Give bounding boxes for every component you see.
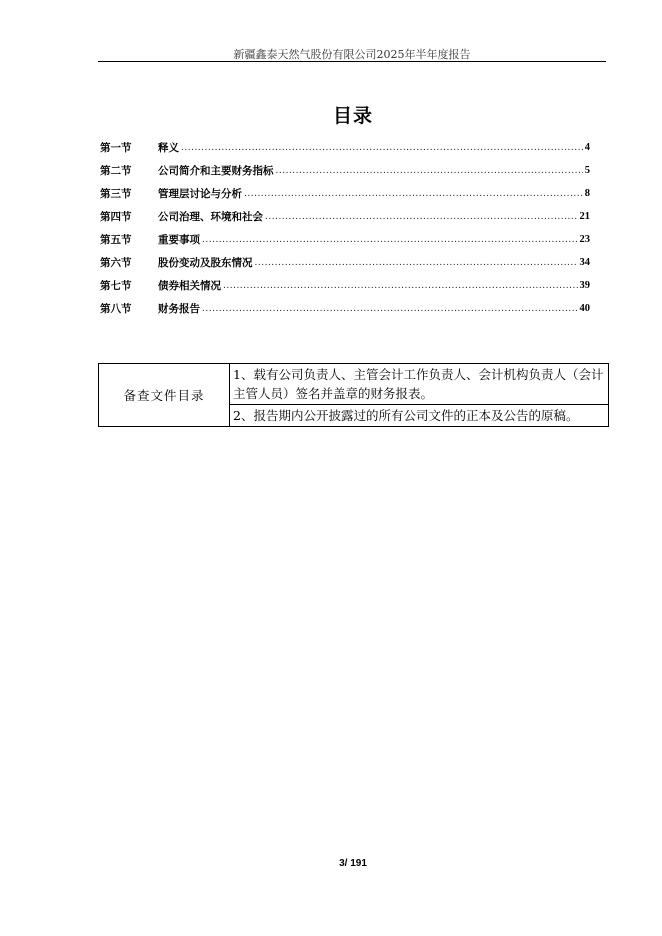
toc-page-number: 5 (584, 165, 590, 176)
toc-section-name: 股份变动及股东情况 (158, 257, 253, 269)
toc-entry[interactable] (100, 297, 590, 320)
toc-entry[interactable] (100, 274, 590, 297)
reference-document-item: 2、报告期内公开披露过的所有公司文件的正本及公告的原稿。 (230, 405, 609, 427)
toc-leader-dots (265, 212, 578, 222)
toc-section-number: 第四节 (100, 211, 132, 223)
toc-page-number: 23 (579, 234, 590, 245)
toc-page-number: 21 (579, 211, 590, 222)
page-header: 新疆鑫泰天然气股份有限公司2025年半年度报告 (233, 48, 471, 61)
toc-section-name: 财务报告 (158, 303, 200, 315)
toc-leader-dots (202, 235, 578, 245)
toc-entry[interactable] (100, 251, 590, 274)
toc-section-name: 债券相关情况 (158, 280, 221, 292)
toc-page-number: 40 (579, 303, 590, 314)
toc-section-number: 第六节 (100, 257, 132, 269)
toc-entry[interactable] (100, 136, 590, 159)
toc-section-name: 公司治理、环境和社会 (158, 211, 263, 223)
toc-page-number: 4 (584, 142, 590, 153)
toc-leader-dots (255, 258, 578, 268)
page-number: 3/ 191 (339, 858, 367, 869)
toc-title: 目录 (332, 105, 373, 127)
toc-leader-dots (276, 166, 583, 176)
toc-entry[interactable] (100, 159, 590, 182)
toc-leader-dots (244, 189, 583, 199)
toc-section-number: 第一节 (100, 142, 132, 154)
toc-section-number: 第七节 (100, 280, 132, 292)
toc-entry[interactable] (100, 228, 590, 251)
toc-section-name: 释义 (158, 142, 179, 154)
toc-section-name: 重要事项 (158, 234, 200, 246)
header-rule (98, 61, 606, 62)
toc-entry[interactable] (100, 205, 590, 228)
toc-page-number: 8 (584, 188, 590, 199)
toc-entry[interactable] (100, 182, 590, 205)
toc-leader-dots (181, 143, 583, 153)
toc-leader-dots (202, 304, 578, 314)
toc-section-name: 公司简介和主要财务指标 (158, 165, 274, 177)
toc-section-name: 管理层讨论与分析 (158, 188, 242, 200)
toc-section-number: 第八节 (100, 303, 132, 315)
reference-document-item: 1、载有公司负责人、主管会计工作负责人、会计机构负责人（会计主管人员）签名并盖章的财务报表。 (230, 364, 609, 405)
reference-documents-table (98, 363, 609, 427)
toc-section-number: 第五节 (100, 234, 132, 246)
toc-leader-dots (223, 281, 578, 291)
toc-section-number: 第三节 (100, 188, 132, 200)
reference-documents-label: 备查文件目录 (99, 364, 230, 427)
table-row (99, 364, 609, 405)
table-of-contents (100, 136, 590, 320)
toc-page-number: 34 (579, 257, 590, 268)
toc-page-number: 39 (579, 280, 590, 291)
toc-section-number: 第二节 (100, 165, 132, 177)
